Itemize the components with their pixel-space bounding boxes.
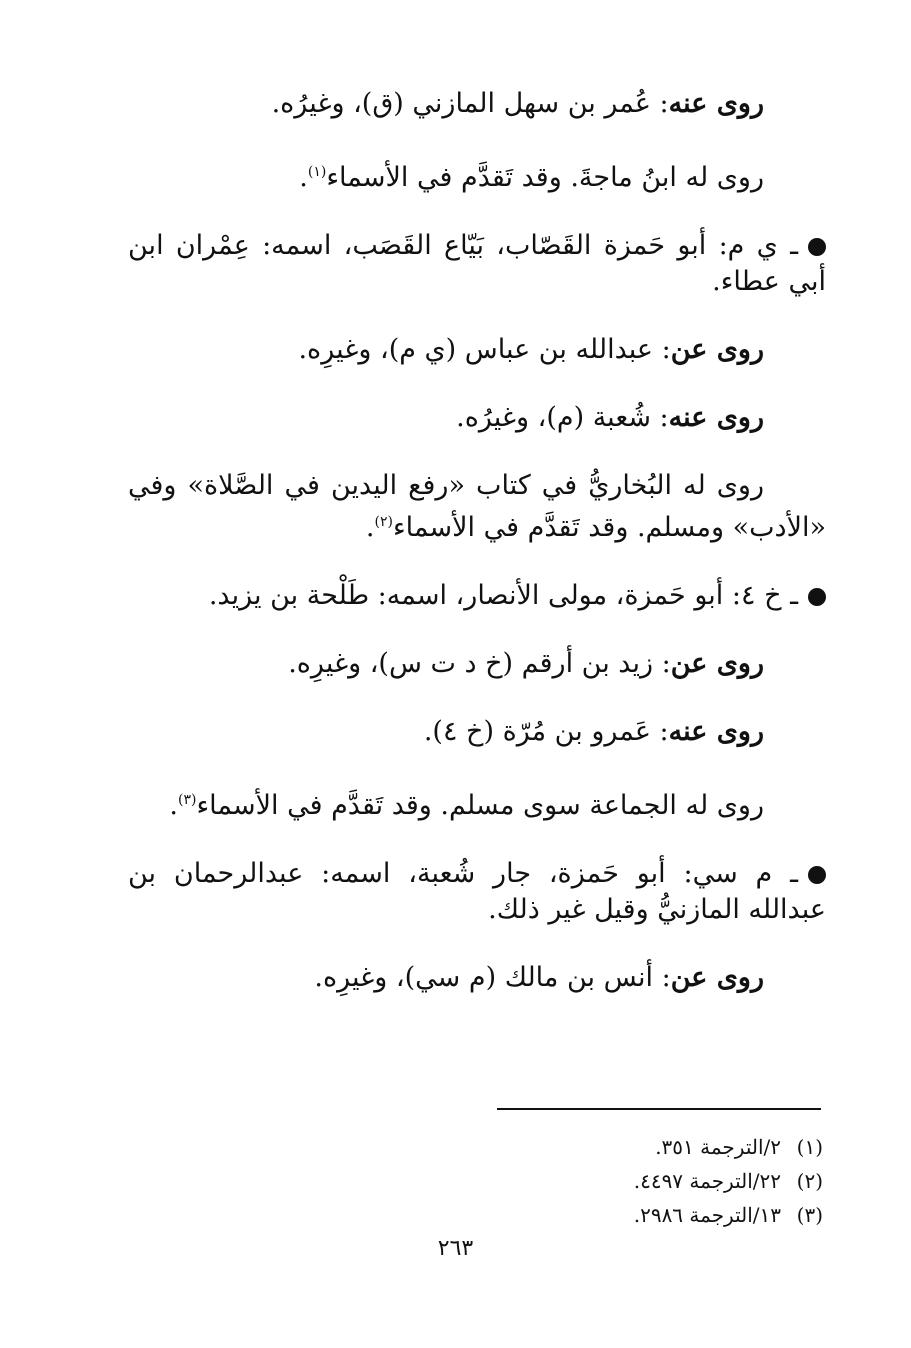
footnote-marker: (٢) xyxy=(374,514,393,530)
narration-paragraph xyxy=(128,468,826,546)
bullet-icon xyxy=(808,588,826,606)
entry-bullet xyxy=(128,228,826,300)
narration-label: روى عن xyxy=(670,334,764,365)
entry-text: ـ خ ٤: أبو حَمزة، مولى الأنصار، اسمه: طَلْحة بن يزيد. xyxy=(208,580,798,611)
entry-text: ـ ي م: أبو حَمزة القَصّاب، بَيّاع القَصَب، اسمه: عِمْران ابن أبي عطاء. xyxy=(128,230,826,297)
footnotes xyxy=(423,1130,823,1232)
narration-label: روى عنه xyxy=(668,716,764,747)
narration-line xyxy=(128,154,826,196)
narration-text: روى له الجماعة سوى مسلم. وقد تَقدَّم في الأسماء xyxy=(196,790,764,821)
narration-line xyxy=(128,646,826,682)
narration-text: : عبدالله بن عباس (ي م)، وغيرِه. xyxy=(298,334,671,365)
narration-line xyxy=(128,782,826,824)
punctuation: . xyxy=(169,790,178,821)
footnote-marker: (١) xyxy=(307,164,327,180)
narration-label: روى عنه xyxy=(668,402,764,433)
footnote-number: (٢) xyxy=(796,1169,823,1193)
footnote-number: (١) xyxy=(796,1135,823,1159)
page-body xyxy=(128,78,826,1278)
bullet-icon xyxy=(808,866,826,884)
narration-text: : عَمرو بن مُرّة (خ ٤). xyxy=(423,716,669,747)
footnote-item xyxy=(423,1164,823,1198)
footnote-text: ٢٢/الترجمة ٤٤٩٧. xyxy=(633,1169,781,1193)
footnote-text: ١٣/الترجمة ٢٩٨٦. xyxy=(633,1203,781,1227)
footnote-item xyxy=(423,1198,823,1232)
footnote-marker: (٣) xyxy=(177,792,197,808)
narration-label: روى عن xyxy=(670,648,764,679)
narration-label: روى عنه xyxy=(668,88,764,119)
narration-text: روى له ابنُ ماجةَ. وقد تَقدَّم في الأسماء xyxy=(326,162,764,193)
punctuation: . xyxy=(299,162,308,193)
footnote-divider xyxy=(497,1108,821,1110)
page-number: ٢٦٣ xyxy=(437,1236,474,1261)
entry-bullet xyxy=(128,578,826,614)
narration-line xyxy=(128,400,826,436)
narration-line xyxy=(128,960,826,996)
footnote-number: (٣) xyxy=(796,1203,823,1227)
entry-bullet xyxy=(128,856,826,928)
narration-text: : عُمر بن سهل المازني (ق)، وغيرُه. xyxy=(271,88,669,119)
narration-line xyxy=(128,332,826,368)
narration-text: : أنس بن مالك (م سي)، وغيرِه. xyxy=(314,962,671,993)
narration-text: : زيد بن أرقم (خ د ت س)، وغيرِه. xyxy=(288,648,671,679)
footnote-text: ٢/الترجمة ٣٥١. xyxy=(655,1135,781,1159)
narration-text: : شُعبة (م)، وغيرُه. xyxy=(456,402,669,433)
narration-label: روى عن xyxy=(670,962,764,993)
footnote-item xyxy=(423,1130,823,1164)
punctuation: . xyxy=(365,512,375,543)
entry-text: ـ م سي: أبو حَمزة، جار شُعبة، اسمه: عبدالرحمان بن عبدالله المازنيُّ وقيل غير ذلك. xyxy=(128,858,826,925)
bullet-icon xyxy=(808,238,826,256)
narration-text: روى له البُخاريُّ في كتاب «رفع اليدين في الصَّلاة» وفي «الأدب» ومسلم. وقد تَقدَّم في الأسماء xyxy=(128,470,826,543)
narration-line xyxy=(128,714,826,750)
narration-line xyxy=(128,86,826,122)
